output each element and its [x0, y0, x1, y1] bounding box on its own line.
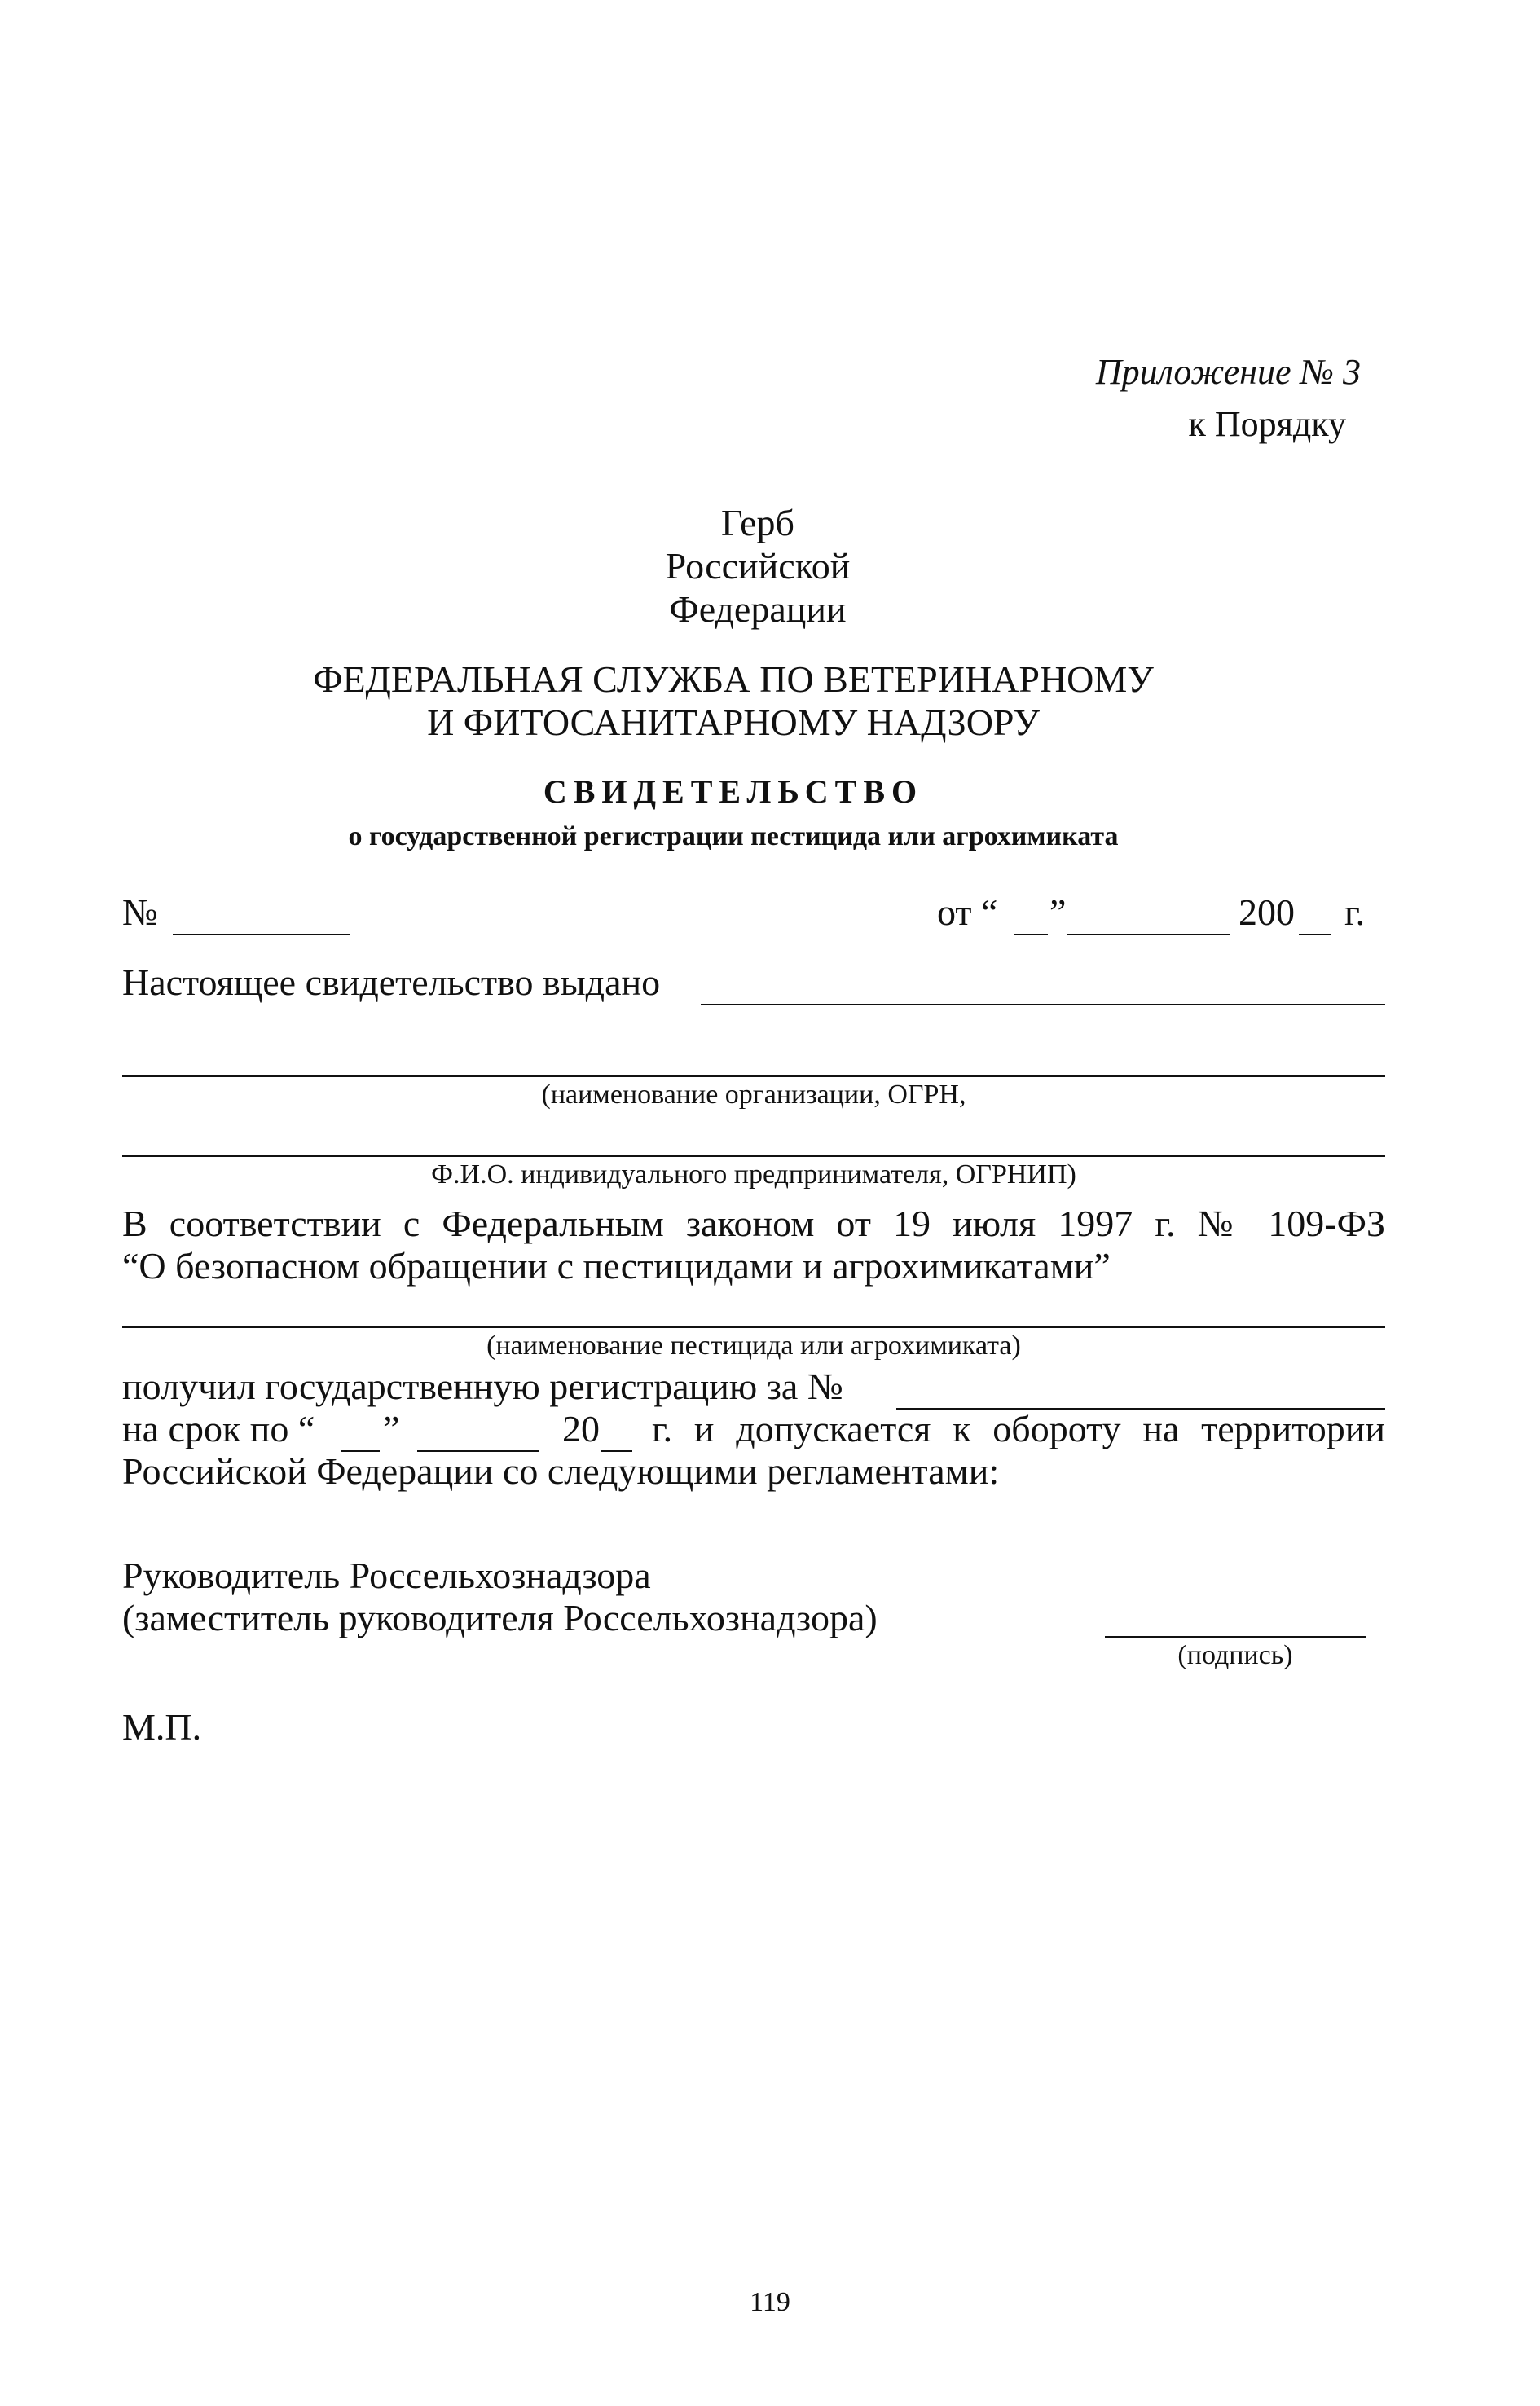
law-line-1: В соответствии с Федеральным законом от 19 июля 1997 г. № 109-ФЗ: [122, 1203, 1385, 1244]
appendix-label: Приложение № 3: [1095, 352, 1361, 392]
certificate-subtitle: о государственной регистрации пестицида или агрохимиката: [348, 821, 1119, 851]
date-day-line: [1014, 934, 1048, 935]
term-prefix: на срок по “: [122, 1408, 315, 1449]
date-year-suffix: г.: [1344, 891, 1366, 933]
pesticide-line: [122, 1326, 1385, 1328]
signature-line: [1105, 1636, 1366, 1638]
term-rest: г. и допускается к обороту на территории: [652, 1408, 1385, 1449]
agency-line-2: И ФИТОСАНИТАРНОМУ НАДЗОРУ: [427, 701, 1040, 743]
number-field-line: [173, 934, 350, 935]
number-label: №: [122, 891, 158, 933]
certificate-title: СВИДЕТЕЛЬСТВО: [543, 773, 924, 810]
head-line-2: (заместитель руководителя Россельхознадзора): [122, 1597, 878, 1638]
date-mid: ”: [1049, 891, 1067, 933]
caption-signature: (подпись): [1177, 1640, 1293, 1670]
law-line-2: “О безопасном обращении с пестицидами и агрохимикатами”: [122, 1245, 1111, 1287]
caption-pesticide: (наименование пестицида или агрохимиката): [486, 1331, 1021, 1361]
emblem-line-2: Российской: [665, 544, 851, 587]
date-prefix: от “: [937, 891, 998, 933]
issued-label: Настоящее свидетельство выдано: [122, 961, 661, 1003]
agency-name: [244, 658, 1222, 745]
appendix-order: к Порядку: [1188, 404, 1346, 444]
caption-entrepreneur: Ф.И.О. индивидуального предпринимателя, ОГРНИП): [431, 1159, 1076, 1190]
page-number: 119: [750, 2287, 790, 2317]
organization-line: [122, 1075, 1385, 1077]
caption-organization: (наименование организации, ОГРН,: [541, 1080, 966, 1110]
emblem-block: [530, 502, 986, 631]
entrepreneur-line: [122, 1155, 1385, 1157]
date-year-line: [1299, 934, 1331, 935]
term-mid: ”: [383, 1408, 400, 1449]
agency-line-1: ФЕДЕРАЛЬНАЯ СЛУЖБА ПО ВЕТЕРИНАРНОМУ: [313, 658, 1154, 700]
head-line-1: Руководитель Россельхознадзора: [122, 1555, 651, 1596]
seal-label: М.П.: [122, 1706, 202, 1748]
term-year: 20: [562, 1408, 600, 1449]
emblem-line-3: Федерации: [669, 587, 847, 630]
date-year-prefix: 200: [1239, 891, 1295, 933]
emblem-line-1: Герб: [721, 502, 794, 543]
registration-line-3: Российской Федерации со следующими регламентами:: [122, 1450, 1000, 1492]
issued-field-line: [701, 1004, 1385, 1005]
date-month-line: [1067, 934, 1230, 935]
registration-line-1: получил государственную регистрацию за №: [122, 1366, 843, 1407]
